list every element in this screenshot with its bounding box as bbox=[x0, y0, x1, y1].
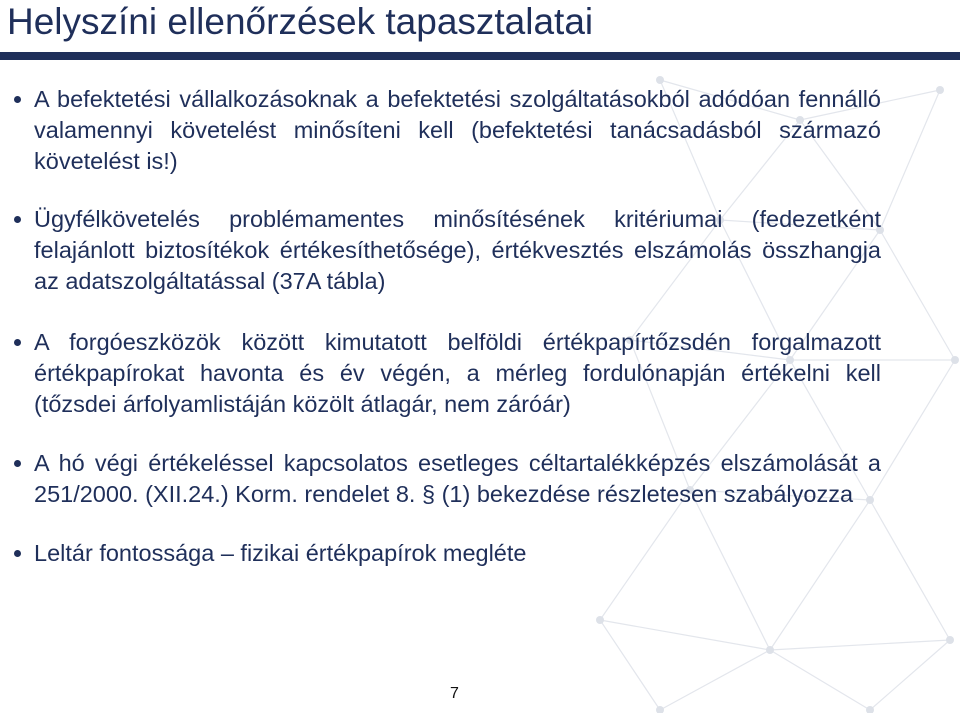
bullet-item bbox=[14, 204, 881, 297]
slide-title: Helyszíni ellenőrzések tapasztalatai bbox=[7, 1, 594, 42]
bullet-dot-icon bbox=[14, 96, 21, 103]
title-underline bbox=[0, 52, 960, 60]
bullet-text: Ügyfélkövetelés problémamentes minősítésének kritériumai (fedezetként felajánlott biztosítékok értékesíthetősége), értékvesztés elszámolás összhangja az adatszolgáltatással (37A tábla) bbox=[34, 206, 881, 294]
bullet-dot-icon bbox=[14, 216, 21, 223]
bullet-list bbox=[14, 84, 881, 569]
bullet-dot-icon bbox=[14, 550, 21, 557]
bullet-item bbox=[14, 84, 881, 177]
page-number: 7 bbox=[450, 685, 459, 702]
bullet-text: A befektetési vállalkozásoknak a befektetési szolgáltatásokból adódóan fennálló valamennyi követelést minősíteni kell (befektetési tanácsadásból származó követelést is!) bbox=[34, 86, 881, 174]
bullet-item bbox=[14, 448, 881, 510]
bullet-dot-icon bbox=[14, 460, 21, 467]
bullet-item bbox=[14, 538, 881, 569]
bullet-text: A forgóeszközök között kimutatott belföldi értékpapírtőzsdén forgalmazott értékpapírokat havonta és év végén, a mérleg fordulónapján értékelni kell (tőzsdei árfolyamlistáján közölt átlagár, nem záróár) bbox=[34, 329, 881, 417]
bullet-text: A hó végi értékeléssel kapcsolatos esetleges céltartalékképzés elszámolását a 251/2000. (XII.24.) Korm. rendelet 8. § (1) bekezdése részletesen szabályozza bbox=[34, 450, 881, 507]
bullet-text: Leltár fontossága – fizikai értékpapírok megléte bbox=[34, 540, 527, 566]
bullet-dot-icon bbox=[14, 339, 21, 346]
bullet-item bbox=[14, 327, 881, 420]
